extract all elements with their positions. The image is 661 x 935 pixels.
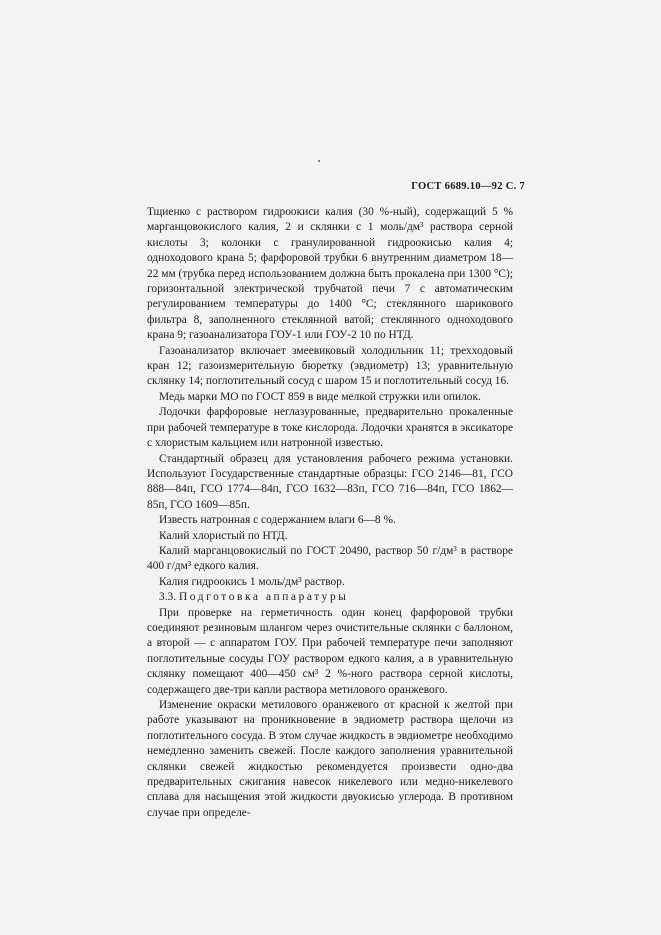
paragraph-potassium-chloride: Калий хлористый по НТД. <box>159 529 288 542</box>
speck-mark <box>318 160 320 162</box>
paragraph-copper: Медь марки МО по ГОСТ 859 в виде мелкой стружки или опилок. <box>159 390 481 403</box>
paragraph-standard-sample: Стандартный образец для установления рабочего режима установки. Используют Государственные стандартные образцы: ГСО 2146—81, ГСО 888—84п, ГСО 1774—84п, ГСО 1632—83п, ГСО 716—84п, ГСО 1862—85п, ГСО 1609—85п. <box>147 452 513 511</box>
paragraph-gas-analyzer: Газоанализатор включает змеевиковый холодильник 11; трехходовый кран 12; газоизмерительную бюретку (эвдиометр) 13; уравнительную склянку 14; поглотительный сосуд с шаром 15 и поглотительный сосуд 16. <box>147 344 513 388</box>
paragraph-apparatus-list: Тщиенко с раствором гидроокиси калия (30 %-ный), содержащий 5 % марганцовокислого калия, 2 и склянки с 1 моль/дм³ раствора серной кислоты 3; колонки с гранулированной гидроокисью калия 4; одноходового крана 5; фарфоровой трубки 6 внутренним диаметром 18—22 мм (трубка перед использованием должна быть прокалена при 1300 °С); горизонтальной электрической трубчатой печи 7 с автоматическим регулированием температуры до 1400 °С; стеклянного шарикового фильтра 8, заполненного стеклянной ватой; стеклянного одноходового крана 9; газоанализатора ГОУ-1 или ГОУ-2 10 по НТД. <box>147 206 513 342</box>
paragraph-permanganate: Калий марганцовокислый по ГОСТ 20490, раствор 50 г/дм³ в растворе 400 г/дм³ едкого калия. <box>147 544 513 573</box>
section-title: Подготовка аппаратуры <box>178 591 349 604</box>
paragraph-boats: Лодочки фарфоровые неглазурованные, предварительно прокаленные при рабочей температуре в токе кислорода. Лодочки хранятся в эксикаторе с хлористым кальцием или натронной известью. <box>147 406 513 450</box>
paragraph-indicator-change: Изменение окраски метилового оранжевого от красной к желтой при работе указывают на проникновение в эвдиометр раствора щелочи из поглотительного сосуда. В этом случае жидкость в эвдиометре необходимо немедленно заменить свежей. После каждого заполнения уравнительной склянки свежей жидкостью рекомендуется произвести одно-два предварительных сжигания навесок никелевого или медно-никелевого сплава для насыщения этой жидкости двуокисью углерода. В противном случае при определе- <box>147 699 513 819</box>
section-heading <box>147 590 513 605</box>
body-text <box>147 205 513 821</box>
paragraph-soda-lime: Известь натронная с содержанием влаги 6—8 %. <box>159 514 396 527</box>
page-header: ГОСТ 6689.10—92 С. 7 <box>411 181 525 192</box>
section-number: 3.3. <box>159 591 177 604</box>
paragraph-hydroxide: Калия гидроокись 1 моль/дм³ раствор. <box>159 575 345 588</box>
paragraph-leak-test: При проверке на герметичность один конец фарфоровой трубки соединяют резиновым шлангом через очистительные склянки с баллоном, а второй — с аппаратом ГОУ. При рабочей температуре печи заполняют поглотительные сосуды ГОУ раствором едкого калия, а в уравнительную склянку помещают 400—450 см³ 2 %-ного раствора серной кислоты, содержащего две-три капли раствора метилового оранжевого. <box>147 606 513 696</box>
